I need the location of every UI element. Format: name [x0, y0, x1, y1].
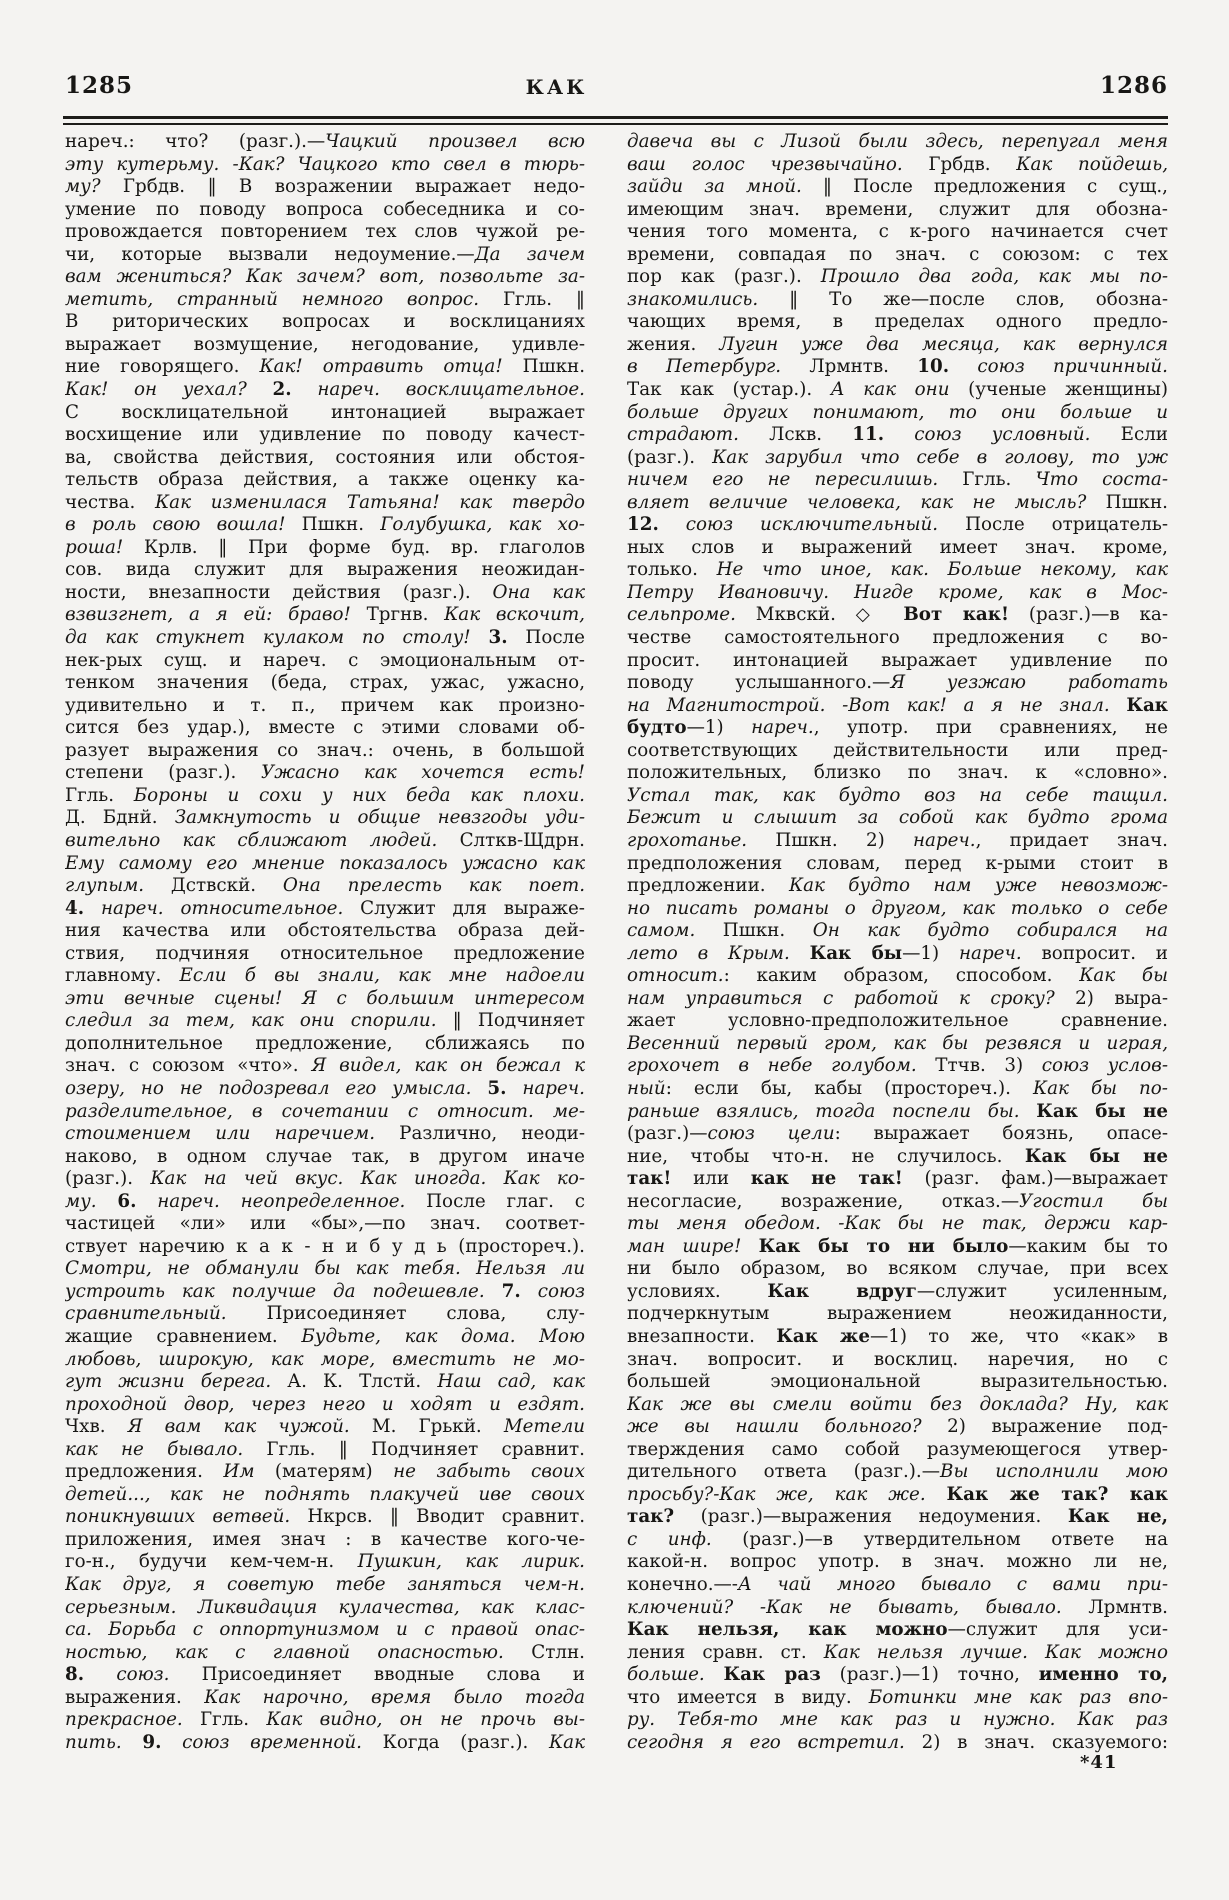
text-line: эту кутерьму. -Как? Чацкого кто свел в тюрь-	[65, 153, 585, 175]
text-line: на Магнитострой. -Вот как! а я не знал. Как	[627, 694, 1168, 716]
text-line: ничем его не пересилишь. Ггль. Что соста-	[627, 469, 1168, 491]
text-line: ных слов и выражений имеет знач. кроме,	[627, 536, 1168, 558]
text-line: несогласие, возражение, отказ.—Угостил бы	[627, 1190, 1168, 1212]
page-number-right: 1286	[1099, 72, 1168, 99]
text-line: выражает возмущение, негодование, удивле-	[65, 333, 585, 355]
running-head: КАК	[525, 75, 588, 99]
text-line: пор как (разг.). Прошло два года, как мы по-	[627, 266, 1168, 288]
text-line: ностью, как с главной опасностью. Стлн.	[65, 1641, 585, 1663]
header-double-rule	[63, 116, 1168, 125]
text-line: страдают. Лскв. 11. союз условный. Если	[627, 424, 1168, 446]
text-line: нареч.: что? (разг.).—Чацкий произвел всю	[65, 131, 585, 152]
text-line: чения того момента, с к-рого начинается счет	[627, 221, 1168, 243]
text-line: внезапности. Как же—1) то же, что «как» в	[627, 1325, 1168, 1347]
text-line: дительного ответа (разг.).—Вы исполнили мою	[627, 1461, 1168, 1483]
text-line: ключений? -Как не бывать, бывало. Лрмнтв.	[627, 1596, 1168, 1618]
text-line: (разг.). Как зарубил что себе в голову, то уж	[627, 446, 1168, 468]
text-line: го-н., будучи кем-чем-н. Пушкин, как лирик.	[65, 1551, 585, 1573]
text-line: чества. Как изменилася Татьяна! как твердо	[65, 491, 585, 513]
page-number-left: 1285	[65, 72, 134, 99]
text-line: что имеется в виду. Ботинки мне как раз впо-	[627, 1686, 1168, 1708]
text-line: ный: если бы, кабы (простореч.). Как бы по-	[627, 1077, 1168, 1099]
text-line: ты меня обедом. -Как бы не так, держи кар-	[627, 1213, 1168, 1235]
text-line: в Петербург. Лрмнтв. 10. союз причинный.	[627, 356, 1168, 378]
text-line: роша! Крлв. ‖ При форме буд. вр. глаголов	[65, 536, 585, 558]
text-line: эти вечные сцены! Я с большим интересом	[65, 987, 585, 1009]
text-line: Так как (устар.). А как они (ученые женщины)	[627, 379, 1168, 401]
text-line: какой-н. вопрос употр. в знач. можно ли не,	[627, 1551, 1168, 1573]
text-line: глупым. Дствскй. Она прелесть как поет.	[65, 875, 585, 897]
text-line: в роль свою вошла! Пшкн. Голубушка, как хо-	[65, 514, 585, 536]
text-line: приложения, имея знач : в качестве кого-че-	[65, 1528, 585, 1550]
text-line: большей эмоциональной выразительностью.	[627, 1371, 1168, 1393]
text-line: 12. союз исключительный. После отрицатель-	[627, 514, 1168, 536]
text-line: соответствующих действительности или пред-	[627, 739, 1168, 761]
text-line: предложения. Им (матерям) не забыть своих	[65, 1461, 585, 1483]
text-line: серьезным. Ликвидация кулачества, как клас-	[65, 1596, 585, 1618]
text-line: как не бывало. Ггль. ‖ Подчиняет сравнит.	[65, 1438, 585, 1460]
text-line: Д. Бднй. Замкнутость и общие невзгоды уди-	[65, 807, 585, 829]
text-line: давеча вы с Лизой были здесь, перепугал меня	[627, 131, 1168, 152]
text-line: ления сравн. ст. Как нельзя лучше. Как можно	[627, 1641, 1168, 1663]
text-line: сов. вида служит для выражения неожидан-	[65, 559, 585, 581]
text-line: ру. Тебя-то мне как раз и нужно. Как раз	[627, 1709, 1168, 1731]
text-line: наково, в одном случае так, в другом иначе	[65, 1145, 585, 1167]
text-line: гут жизни берега. А. К. Тлстй. Наш сад, как	[65, 1371, 585, 1393]
text-line: ние, чтобы что-н. не случилось. Как бы не	[627, 1145, 1168, 1167]
text-line: условиях. Как вдруг—служит усиленным,	[627, 1280, 1168, 1302]
text-line: тверждения само собой разумеющегося утвер-	[627, 1438, 1168, 1460]
text-line: Петру Ивановичу. Нигде кроме, как в Мос-	[627, 581, 1168, 603]
text-line: вляет величие человека, как не мысль? Пшкн.	[627, 491, 1168, 513]
text-line: Ггль. Бороны и сохи у них беда как плохи.	[65, 784, 585, 806]
text-line: так? (разг.)—выражения недоумения. Как не,	[627, 1506, 1168, 1528]
text-line: же вы нашли больного? 2) выражение под-	[627, 1416, 1168, 1438]
text-line: разует выражения со знач.: очень, в большой	[65, 739, 585, 761]
text-line: но писать романы о другом, как только о себе	[627, 897, 1168, 919]
text-line: ва, свойства действия, состояния или обстоя-	[65, 446, 585, 468]
text-line: знакомились. ‖ То же—после слов, обозна-	[627, 288, 1168, 310]
text-line: ние говорящего. Как! отравить отца! Пшкн.	[65, 356, 585, 378]
right-column	[627, 131, 1168, 1754]
text-line: да как стукнет кулаком по столу! 3. После	[65, 627, 585, 649]
left-column	[65, 131, 585, 1754]
text-line: знач. вопросит. и восклиц. наречия, но с	[627, 1348, 1168, 1370]
text-line: положительных, близко по знач. к «словно».	[627, 762, 1168, 784]
text-line: степени (разг.). Ужасно как хочется есть!	[65, 762, 585, 784]
text-line: зайди за мной. ‖ После предложения с сущ.,	[627, 176, 1168, 198]
text-line: подчеркнутым выражением неожиданности,	[627, 1303, 1168, 1325]
text-line: Как же вы смели войти без доклада? Ну, как	[627, 1393, 1168, 1415]
text-line: му. 6. нареч. неопределенное. После глаг. с	[65, 1190, 585, 1212]
text-line: пить. 9. союз временной. Когда (разг.). Как	[65, 1731, 585, 1753]
page-header	[65, 72, 1168, 104]
text-line: тельств образа действия, а также оценку ка-	[65, 469, 585, 491]
text-line: умение по поводу вопроса собеседника и со-	[65, 198, 585, 220]
text-line: жащие сравнением. Будьте, как дома. Мою	[65, 1325, 585, 1347]
text-line: Как! он уехал? 2. нареч. восклицательное.	[65, 379, 585, 401]
text-line: ния качества или обстоятельства образа дей-	[65, 920, 585, 942]
text-line: Весенний первый гром, как бы резвяся и играя,	[627, 1032, 1168, 1054]
text-line: метить, странный немного вопрос. Ггль. ‖	[65, 288, 585, 310]
text-line: Чхв. Я вам как чужой. М. Грькй. Метели	[65, 1416, 585, 1438]
text-line: прекрасное. Ггль. Как видно, он не прочь вы-	[65, 1709, 585, 1731]
text-line: сравнительный. Присоединяет слова, слу-	[65, 1303, 585, 1325]
text-line: Как нельзя, как можно—служит для уси-	[627, 1619, 1168, 1641]
text-line: главному. Если б вы знали, как мне надоели	[65, 965, 585, 987]
text-line: восхищение или удивление по поводу качест-	[65, 424, 585, 446]
text-line: взвизгнет, а я ей: браво! Тргнв. Как вскочит,	[65, 604, 585, 626]
text-line: ствия, подчиняя относительное предложение	[65, 942, 585, 964]
text-line: ствует наречию к а к - н и б у д ь (простореч.).	[65, 1235, 585, 1257]
text-line: 4. нареч. относительное. Служит для выраже-	[65, 897, 585, 919]
text-line: раньше взялись, тогда поспели бы. Как бы не	[627, 1100, 1168, 1122]
text-line: жает условно-предположительное сравнение.	[627, 1010, 1168, 1032]
text-line: (разг.)—союз цели: выражает боязнь, опасе-	[627, 1123, 1168, 1145]
text-line: разделительное, в сочетании с относит. ме-	[65, 1100, 585, 1122]
text-line: ман шире! Как бы то ни было—каким бы то	[627, 1235, 1168, 1257]
text-line: вам жениться? Как зачем? вот, позвольте за-	[65, 266, 585, 288]
text-line: больше. Как раз (разг.)—1) точно, именно то,	[627, 1664, 1168, 1686]
text-line: предложении. Как будто нам уже невозмож-	[627, 875, 1168, 897]
text-columns	[65, 131, 1168, 1754]
text-line: поникнувших ветвей. Нкрсв. ‖ Вводит сравнит.	[65, 1506, 585, 1528]
text-line: Устал так, как будто воз на себе тащил.	[627, 784, 1168, 806]
text-line: поводу услышанного.—Я уезжаю работать	[627, 672, 1168, 694]
text-line: просьбу?-Как же, как же. Как же так? как	[627, 1483, 1168, 1505]
text-line: сится без удар.), вместе с этими словами об-	[65, 717, 585, 739]
text-line: чающих время, в пределах одного предло-	[627, 311, 1168, 333]
text-line: ваш голос чрезвычайно. Грбдв. Как пойдешь,	[627, 153, 1168, 175]
text-line: проходной двор, через него и ходят и ездят.	[65, 1393, 585, 1415]
text-line: только. Не что иное, как. Больше некому, как	[627, 559, 1168, 581]
text-line: нек-рых сущ. и нареч. с эмоциональным от-	[65, 649, 585, 671]
text-line: жения. Лугин уже два месяца, как вернулся	[627, 333, 1168, 355]
text-line: просит. интонацией выражает удивление по	[627, 649, 1168, 671]
text-line: дополнительное предложение, сближаясь по	[65, 1032, 585, 1054]
text-line: имеющим знач. времени, служит для обозна-	[627, 198, 1168, 220]
text-line: грохочет в небе голубом. Ттчв. 3) союз услов-	[627, 1055, 1168, 1077]
text-line: сегодня я его встретил. 2) в знач. сказуемого:	[627, 1731, 1168, 1753]
text-line: са. Борьба с оппортунизмом и с правой опас-	[65, 1619, 585, 1641]
text-line: относит.: каким образом, способом. Как бы	[627, 965, 1168, 987]
text-line: грохотанье. Пшкн. 2) нареч., придает знач.	[627, 829, 1168, 851]
text-line: В риторических вопросах и восклицаниях	[65, 311, 585, 333]
text-line: времени, совпадая по знач. с союзом: с тех	[627, 243, 1168, 265]
text-line: сельпроме. Мквскй. ◇ Вот как! (разг.)—в ка-	[627, 604, 1168, 626]
text-line: с инф. (разг.)—в утвердительном ответе на	[627, 1528, 1168, 1550]
text-line: ности, внезапности действия (разг.). Она как	[65, 581, 585, 603]
text-line: будто—1) нареч., употр. при сравнениях, не	[627, 717, 1168, 739]
text-line: следил за тем, как они спорили. ‖ Подчиняет	[65, 1010, 585, 1032]
text-line: больше других понимают, то они больше и	[627, 401, 1168, 423]
text-line: (разг.). Как на чей вкус. Как иногда. Как ко-	[65, 1168, 585, 1190]
text-line: чи, которые вызвали недоумение.—Да зачем	[65, 243, 585, 265]
text-line: вительно как сближают людей. Слткв-Щдрн.	[65, 829, 585, 851]
text-line: устроить как получше да подешевле. 7. союз	[65, 1280, 585, 1302]
text-line: Как друг, я советую тебе заняться чем-н.	[65, 1574, 585, 1595]
signature-mark: *41	[1080, 1752, 1118, 1773]
text-line: честве самостоятельного предложения с во-	[627, 627, 1168, 649]
text-line: детей..., как не поднять плакучей иве своих	[65, 1483, 585, 1505]
text-line: лето в Крым. Как бы—1) нареч. вопросит. и	[627, 942, 1168, 964]
text-line: Смотри, не обманули бы как тебя. Нельзя ли	[65, 1258, 585, 1280]
text-line: стоимением или наречием. Различно, неоди-	[65, 1123, 585, 1145]
text-line: С восклицательной интонацией выражает	[65, 401, 585, 423]
text-line: 8. союз. Присоединяет вводные слова и	[65, 1664, 585, 1686]
text-line: частицей «ли» или «бы»,—по знач. соответ-	[65, 1213, 585, 1235]
text-line: так! или как не так! (разг. фам.)—выражает	[627, 1168, 1168, 1190]
text-line: ни было образом, во всяком случае, при всех	[627, 1258, 1168, 1280]
text-line: самом. Пшкн. Он как будто собирался на	[627, 920, 1168, 942]
text-line: выражения. Как нарочно, время было тогда	[65, 1686, 585, 1708]
text-line: удивительно и т. п., причем как произно-	[65, 694, 585, 716]
text-line: любовь, широкую, как море, вместить не мо-	[65, 1348, 585, 1370]
text-line: му? Грбдв. ‖ В возражении выражает недо-	[65, 176, 585, 198]
text-line: знач. с союзом «что». Я видел, как он бежал к	[65, 1055, 585, 1077]
text-line: Бежит и слышит за собой как будто грома	[627, 807, 1168, 829]
text-line: предположения словам, перед к-рыми стоит в	[627, 852, 1168, 874]
text-line: озеру, но не подозревал его умысла. 5. нареч.	[65, 1077, 585, 1099]
text-line: нам управиться с работой к сроку? 2) выра-	[627, 987, 1168, 1009]
text-line: Ему самому его мнение показалось ужасно как	[65, 852, 585, 874]
text-line: тенком значения (беда, страх, ужас, ужасно,	[65, 672, 585, 694]
text-line: провождается повторением тех слов чужой ре-	[65, 221, 585, 243]
text-line: конечно.—-А чай много бывало с вами при-	[627, 1574, 1168, 1595]
